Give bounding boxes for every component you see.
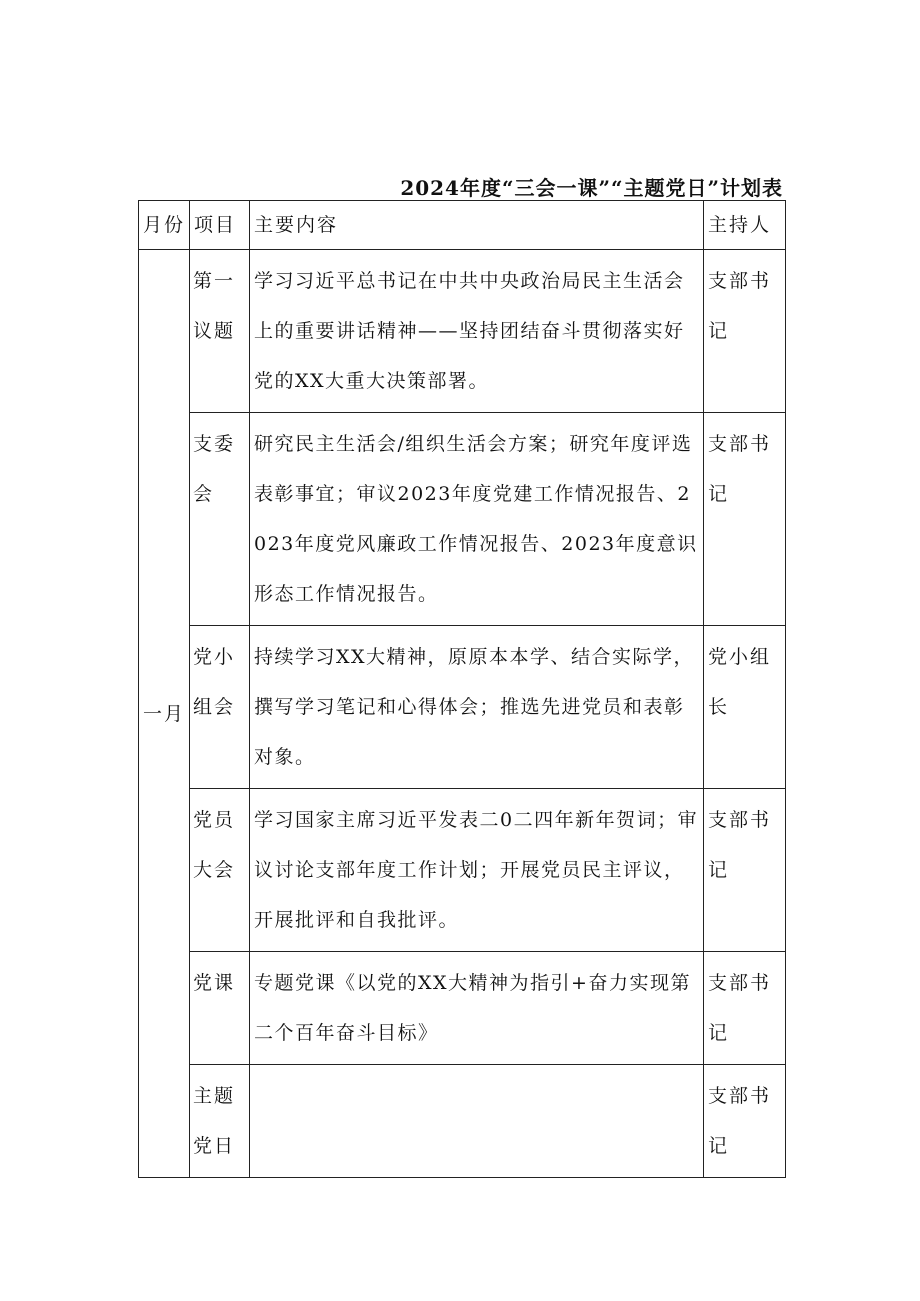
host-cell: 支部书记 <box>704 413 786 626</box>
item-cell: 党课 <box>190 952 250 1065</box>
content-cell: 持续学习XX大精神，原原本本学、结合实际学，撰写学习笔记和心得体会；推选先进党员和表彰对象。 <box>250 626 704 789</box>
content-cell: 研究民主生活会/组织生活会方案；研究年度评选表彰事宜；审议2023年度党建工作情况报告、2023年度党风廉政工作情况报告、2023年度意识形态工作情况报告。 <box>250 413 704 626</box>
table-row <box>139 952 786 1065</box>
month-cell: 一月 <box>139 250 190 1178</box>
item-cell: 主题党日 <box>190 1065 250 1178</box>
item-cell: 党小组会 <box>190 626 250 789</box>
header-month: 月份 <box>139 201 190 250</box>
content-cell: 学习国家主席习近平发表二0二四年新年贺词；审议讨论支部年度工作计划；开展党员民主评议，开展批评和自我批评。 <box>250 789 704 952</box>
table-header-row <box>139 201 786 250</box>
table-row <box>139 413 786 626</box>
table-row <box>139 626 786 789</box>
host-cell: 支部书记 <box>704 1065 786 1178</box>
host-cell: 党小组长 <box>704 626 786 789</box>
page-title: 2024年度“三会一课”“主题党日”计划表 <box>400 176 783 200</box>
plan-table <box>138 200 786 1178</box>
host-cell: 支部书记 <box>704 952 786 1065</box>
header-host: 主持人 <box>704 201 786 250</box>
table-row <box>139 1065 786 1178</box>
content-cell: 专题党课《以党的XX大精神为指引+奋力实现第二个百年奋斗目标》 <box>250 952 704 1065</box>
item-cell: 党员大会 <box>190 789 250 952</box>
table-row <box>139 250 786 413</box>
header-item: 项目 <box>190 201 250 250</box>
host-cell: 支部书记 <box>704 250 786 413</box>
table-row <box>139 789 786 952</box>
content-cell <box>250 1065 704 1178</box>
content-cell: 学习习近平总书记在中共中央政治局民主生活会上的重要讲话精神——坚持团结奋斗贯彻落实好党的XX大重大决策部署。 <box>250 250 704 413</box>
item-cell: 支委会 <box>190 413 250 626</box>
host-cell: 支部书记 <box>704 789 786 952</box>
item-cell: 第一议题 <box>190 250 250 413</box>
header-content: 主要内容 <box>250 201 704 250</box>
